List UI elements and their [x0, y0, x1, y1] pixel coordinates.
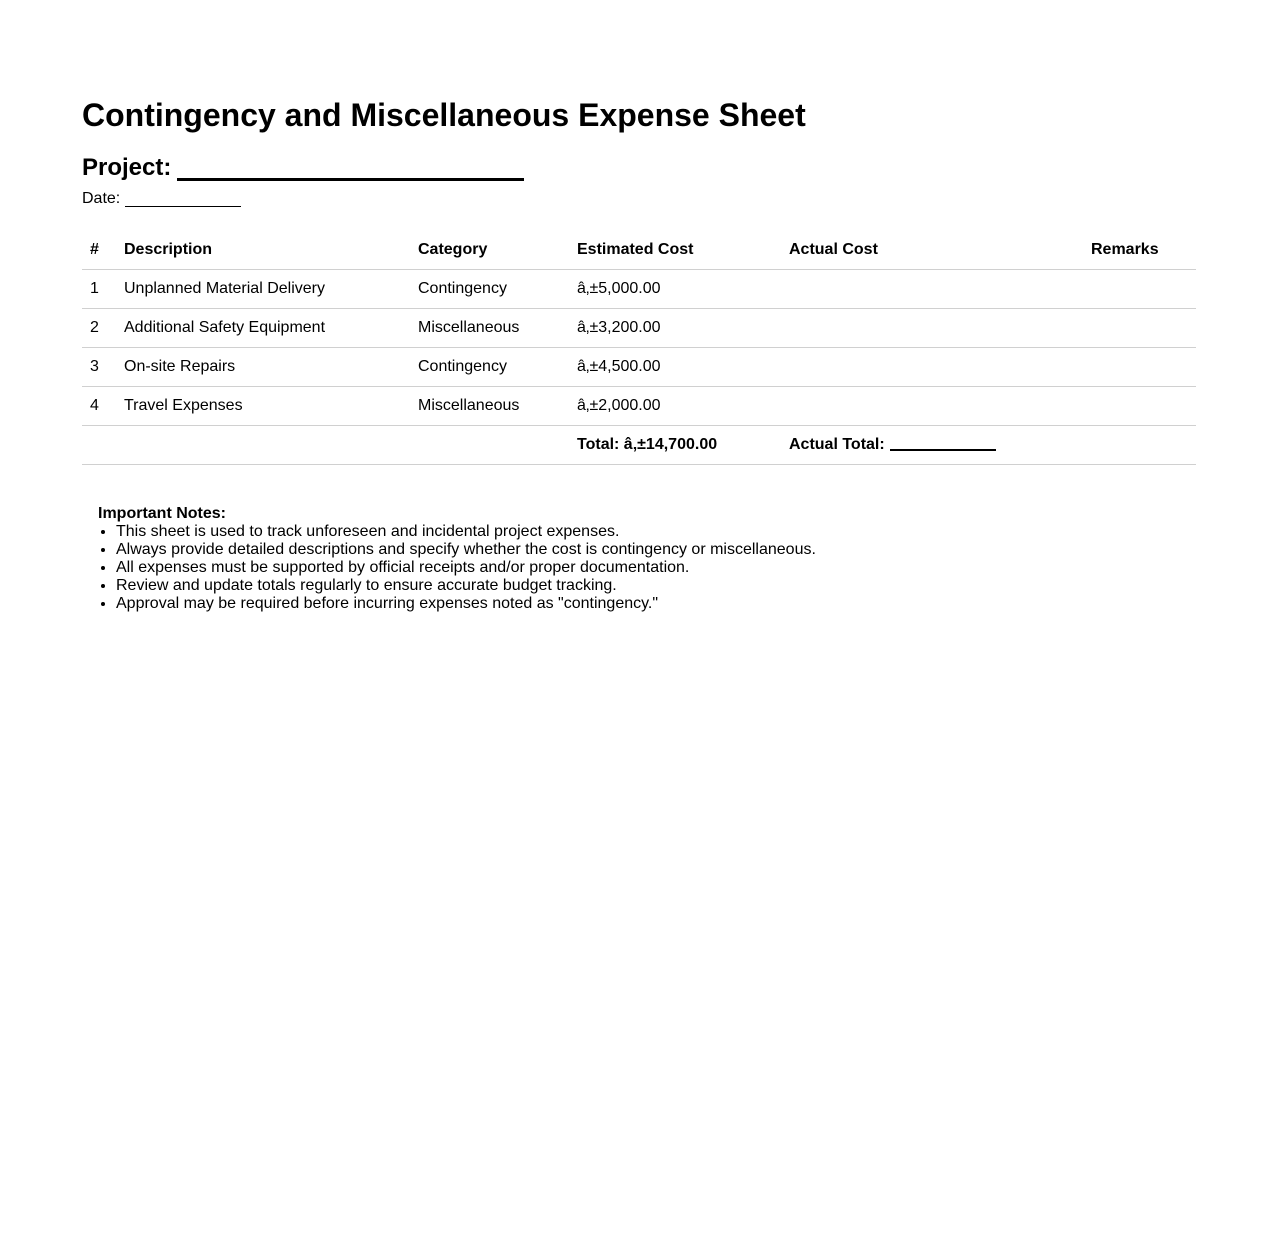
- category-cell: Miscellaneous: [418, 387, 577, 426]
- estimated-cost-cell: â‚±5,000.00: [577, 270, 789, 309]
- total-row: [82, 426, 1196, 465]
- table-row: [82, 387, 1196, 426]
- total-empty-cell: [1091, 426, 1196, 465]
- page-title: Contingency and Miscellaneous Expense Sheet: [82, 97, 806, 133]
- description-cell: Unplanned Material Delivery: [124, 270, 418, 309]
- row-number-cell: 4: [82, 387, 124, 426]
- actual-cost-cell[interactable]: [789, 348, 1091, 387]
- estimated-total-cell: Total: â‚±14,700.00: [577, 426, 789, 465]
- column-header-category: Category: [418, 231, 577, 270]
- expense-table: [82, 231, 1196, 465]
- note-item: • All expenses must be supported by official receipts and/or proper documentation.: [116, 559, 816, 577]
- note-item: • Always provide detailed descriptions and specify whether the cost is contingency or miscellaneous.: [116, 541, 816, 559]
- important-notes: [98, 505, 816, 613]
- estimated-cost-cell: â‚±3,200.00: [577, 309, 789, 348]
- note-item: • This sheet is used to track unforeseen and incidental project expenses.: [116, 523, 816, 541]
- project-field: [82, 152, 524, 184]
- remarks-cell[interactable]: [1091, 348, 1196, 387]
- column-header-description: Description: [124, 231, 418, 270]
- remarks-cell[interactable]: [1091, 270, 1196, 309]
- description-cell: Travel Expenses: [124, 387, 418, 426]
- description-cell: Additional Safety Equipment: [124, 309, 418, 348]
- row-number-cell: 2: [82, 309, 124, 348]
- actual-total-cell: [789, 426, 1091, 465]
- column-header-actual-cost: Actual Cost: [789, 231, 1091, 270]
- notes-heading: Important Notes:: [98, 505, 226, 522]
- table-header-row: [82, 231, 1196, 270]
- date-blank-line[interactable]: [125, 190, 241, 207]
- column-header-estimated-cost: Estimated Cost: [577, 231, 789, 270]
- table-row: [82, 270, 1196, 309]
- row-number-cell: 3: [82, 348, 124, 387]
- description-cell: On-site Repairs: [124, 348, 418, 387]
- row-number-cell: 1: [82, 270, 124, 309]
- notes-list: [98, 523, 816, 613]
- remarks-cell[interactable]: [1091, 387, 1196, 426]
- actual-cost-cell[interactable]: [789, 309, 1091, 348]
- remarks-cell[interactable]: [1091, 309, 1196, 348]
- note-item: • Review and update totals regularly to ensure accurate budget tracking.: [116, 577, 816, 595]
- total-empty-cell: [124, 426, 418, 465]
- estimated-cost-cell: â‚±2,000.00: [577, 387, 789, 426]
- column-header-remarks: Remarks: [1091, 231, 1196, 270]
- estimated-cost-cell: â‚±4,500.00: [577, 348, 789, 387]
- actual-total-label: Actual Total:: [789, 436, 885, 453]
- category-cell: Miscellaneous: [418, 309, 577, 348]
- date-label: Date:: [82, 190, 121, 207]
- column-header-number: #: [82, 231, 124, 270]
- project-blank-line[interactable]: [177, 152, 524, 181]
- actual-total-blank-line[interactable]: [890, 435, 996, 451]
- table-row: [82, 348, 1196, 387]
- total-empty-cell: [418, 426, 577, 465]
- category-cell: Contingency: [418, 348, 577, 387]
- date-field: [82, 189, 241, 209]
- note-item: • Approval may be required before incurring expenses noted as "contingency.": [116, 595, 816, 613]
- actual-cost-cell[interactable]: [789, 387, 1091, 426]
- actual-cost-cell[interactable]: [789, 270, 1091, 309]
- table-row: [82, 309, 1196, 348]
- category-cell: Contingency: [418, 270, 577, 309]
- project-label: Project:: [82, 154, 172, 181]
- total-empty-cell: [82, 426, 124, 465]
